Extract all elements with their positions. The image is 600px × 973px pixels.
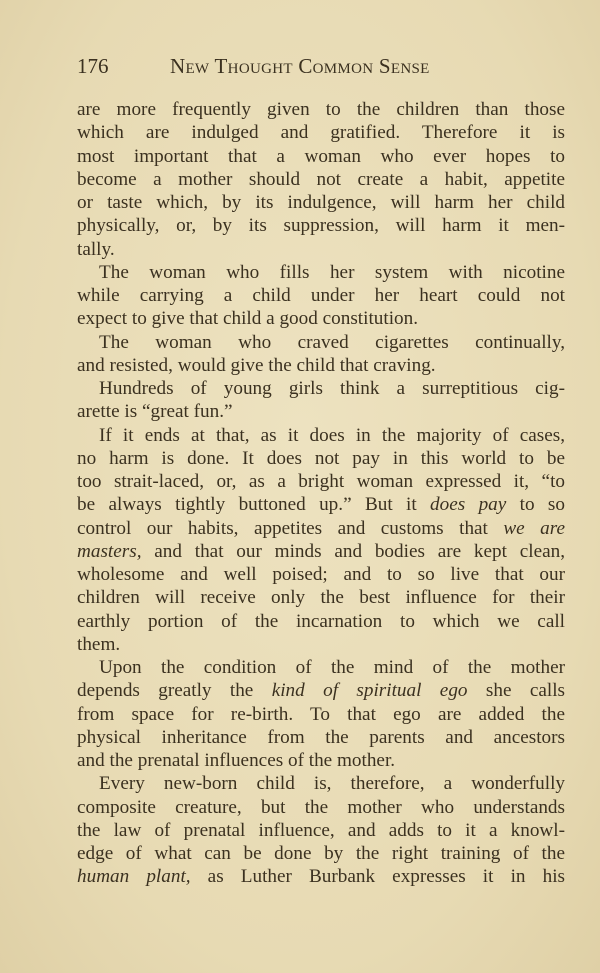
text-line <box>77 563 565 586</box>
italic-text: masters, <box>77 540 142 562</box>
text-segment: while carrying a child under her heart could not <box>77 285 565 306</box>
body-text <box>77 98 565 889</box>
text-line <box>77 447 565 470</box>
text-segment: physical inheritance from the parents and ancestors <box>77 726 565 748</box>
text-segment: arette is “great fun.” <box>77 401 233 423</box>
text-segment: tally. <box>77 238 115 260</box>
text-segment: and resisted, would give the child that craving. <box>77 354 436 376</box>
italic-text: does pay <box>430 494 507 516</box>
text-segment: from space for re-birth. To that ego are added the <box>77 703 565 725</box>
text-segment: The woman who craved cigarettes continually, <box>99 331 565 353</box>
text-line <box>77 331 565 354</box>
text-line <box>77 191 565 214</box>
text-segment: and that our minds and bodies are kept clean, <box>141 540 565 562</box>
text-line <box>77 586 565 609</box>
text-line <box>77 633 565 656</box>
text-line <box>77 540 565 563</box>
text-segment: the law of prenatal influence, and adds to it a knowl- <box>77 819 565 841</box>
text-line <box>77 400 565 423</box>
text-segment: physically, or, by its suppression, will harm it men- <box>77 215 565 237</box>
text-line <box>77 470 565 493</box>
text-line <box>77 610 565 633</box>
text-segment: Every new-born child is, therefore, a wonderfully <box>99 773 565 795</box>
text-line <box>77 377 565 400</box>
running-title: New Thought Common Sense <box>170 54 430 78</box>
italic-text: we are <box>503 517 565 539</box>
text-segment: them. <box>77 633 121 655</box>
text-line <box>77 679 565 702</box>
text-line <box>77 307 565 330</box>
text-line <box>77 98 565 121</box>
running-header <box>77 54 565 82</box>
text-line <box>77 214 565 237</box>
text-line <box>77 238 565 261</box>
text-segment: too strait-laced, or, as a bright woman expressed it, “to <box>77 471 565 492</box>
text-segment: children will receive only the best influence for their <box>77 587 565 609</box>
text-segment: most important that a woman who ever hopes to <box>77 145 565 167</box>
text-line <box>77 424 565 447</box>
text-line <box>77 842 565 865</box>
text-segment: or taste which, by its indulgence, will harm her child <box>77 192 565 213</box>
text-line <box>77 284 565 307</box>
text-segment: to so <box>506 494 565 516</box>
text-segment: Upon the condition of the mind of the mother <box>99 657 565 678</box>
text-line <box>77 168 565 191</box>
text-segment: no harm is done. It does not pay in this world to be <box>77 447 565 469</box>
text-segment: If it ends at that, as it does in the majority of cases, <box>99 424 565 446</box>
text-line <box>77 354 565 377</box>
text-line <box>77 796 565 819</box>
text-segment: be always tightly buttoned up.” But it <box>77 494 431 516</box>
text-line <box>77 703 565 726</box>
text-line <box>77 493 565 516</box>
text-line <box>77 749 565 772</box>
text-segment: expect to give that child a good constitution. <box>77 308 419 330</box>
text-line <box>77 656 565 679</box>
text-line <box>77 145 565 168</box>
text-line <box>77 819 565 842</box>
italic-text: kind of spiritual ego <box>271 680 468 702</box>
text-segment: she calls <box>467 680 565 702</box>
text-segment: control our habits, appetites and customs that <box>77 517 504 539</box>
text-line <box>77 121 565 144</box>
text-segment: depends greatly the <box>77 680 272 702</box>
text-segment: become a mother should not create a habit, appetite <box>77 168 565 190</box>
page-number: 176 <box>77 54 109 78</box>
text-line <box>77 517 565 540</box>
text-segment: wholesome and well poised; and to so live that our <box>77 564 565 585</box>
text-segment: earthly portion of the incarnation to which we call <box>77 610 565 632</box>
text-segment: edge of what can be done by the right training of the <box>77 843 565 864</box>
text-segment: composite creature, but the mother who understands <box>77 796 565 818</box>
text-line <box>77 726 565 749</box>
text-line <box>77 261 565 284</box>
italic-text: human plant, <box>77 866 191 888</box>
text-line <box>77 865 565 888</box>
text-segment: as Luther Burbank expresses it in his <box>190 866 565 888</box>
text-segment: The woman who fills her system with nicotine <box>99 261 565 283</box>
text-segment: Hundreds of young girls think a surreptitious cig- <box>99 378 565 399</box>
text-segment: are more frequently given to the children than those <box>77 99 565 120</box>
text-line <box>77 772 565 795</box>
text-segment: and the prenatal influences of the mother. <box>77 750 396 771</box>
text-segment: which are indulged and gratified. Therefore it is <box>77 122 565 144</box>
